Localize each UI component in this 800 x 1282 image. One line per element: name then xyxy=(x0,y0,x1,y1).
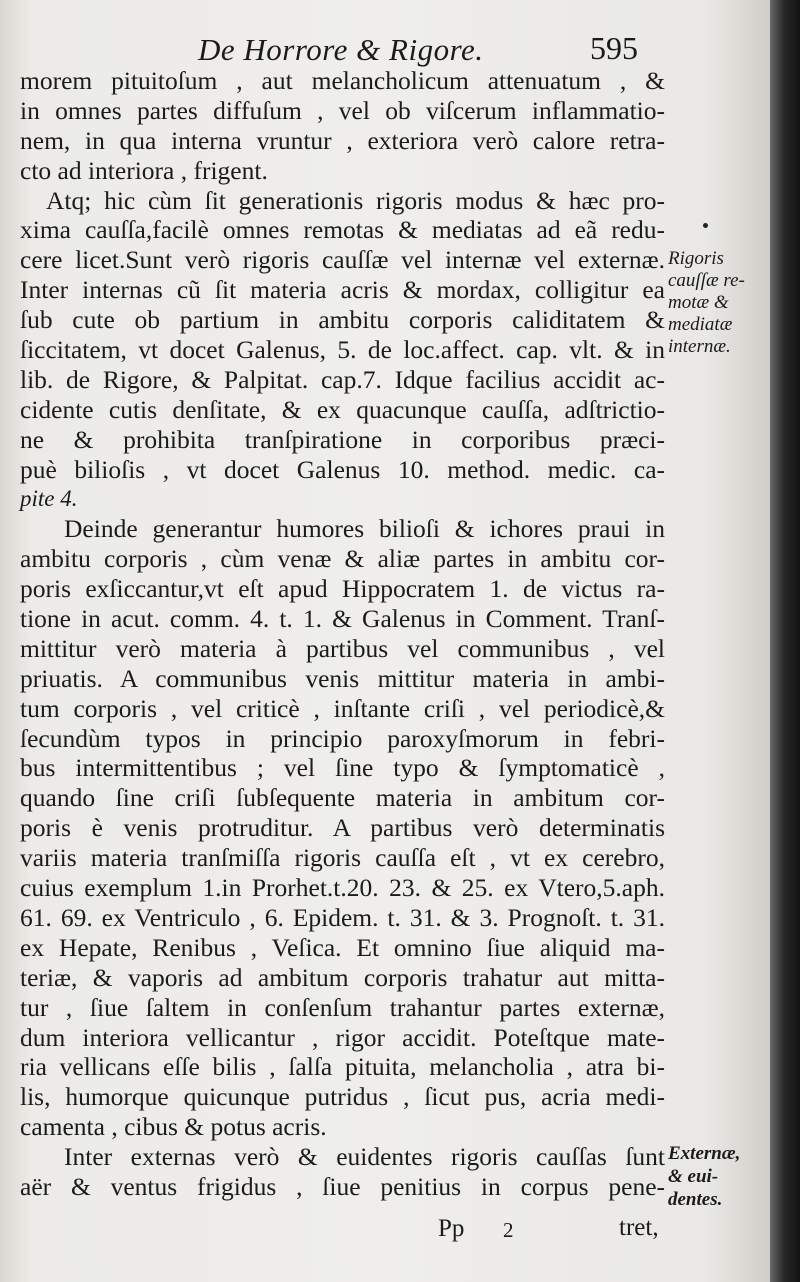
text-line: xima cauſſa,facilè omnes remotas & mediatas ad eã redu- xyxy=(20,215,665,245)
text-line: lib. de Rigore, & Palpitat. cap.7. Idque facilius accidit ac- xyxy=(20,364,665,394)
text-line: 61. 69. ex Ventriculo , 6. Epidem. t. 31. & 3. Prognoſt. t. 31. xyxy=(20,902,665,932)
page-number: 595 xyxy=(590,30,638,66)
text-line: teriæ, & vaporis ad ambitum corporis trahatur aut mitta- xyxy=(20,962,665,992)
text-line: tione in acut. comm. 4. t. 1. & Galenus in Comment. Tranſ- xyxy=(20,604,665,634)
body-text xyxy=(20,66,665,1202)
catchword: tret, xyxy=(619,1214,659,1241)
marginal-note-line: motæ & xyxy=(668,292,729,313)
marginal-note-line: internæ. xyxy=(668,336,731,357)
text-line: aër & ventus frigidus , ſiue penitius in corpus pene- xyxy=(20,1171,665,1201)
text-line: ria vellicans eſſe bilis , ſalſa pituita, melancholia , atra bi- xyxy=(20,1052,665,1082)
marginal-note-line: Externæ, xyxy=(668,1143,741,1164)
text-line: poris exſiccantur,vt eſt apud Hippocratem 1. de victus ra- xyxy=(20,574,665,604)
text-line: tum corporis , vel criticè , inſtante criſi , vel periodicè,& xyxy=(20,693,665,723)
ink-dot xyxy=(703,223,708,228)
signature-number: 2 xyxy=(503,1218,514,1242)
text-line: puè bilioſis , vt docet Galenus 10. method. medic. ca- xyxy=(20,454,665,484)
signature-mark: Pp xyxy=(438,1215,465,1242)
text-line: Atq; hic cùm ſit generationis rigoris modus & hæc pro- xyxy=(46,185,665,215)
text-line: dum interiora vellicantur , rigor accidit. Poteſtque mate- xyxy=(20,1022,665,1052)
text-line: Deinde generantur humores bilioſi & ichores praui in xyxy=(64,514,665,544)
text-line: mittitur verò materia à partibus vel communibus , vel xyxy=(20,633,665,663)
marginal-note-line: dentes. xyxy=(668,1189,723,1210)
text-line: priuatis. A communibus venis mittitur materia in ambi- xyxy=(20,663,665,693)
marginal-note-line: Rigoris xyxy=(668,248,724,269)
text-line: lis, humorque quicunque putridus , ſicut pus, acria medi- xyxy=(20,1082,665,1112)
text-line: ſiccitatem, vt docet Galenus, 5. de loc.affect. cap. vlt. & in xyxy=(20,335,665,365)
text-line: quando ſine criſi ſubſequente materia in ambitum cor- xyxy=(20,783,665,813)
text-line: variis materia tranſmiſſa rigoris cauſſa eſt , vt ex cerebro, xyxy=(20,843,665,873)
text-line: ex Hepate, Renibus , Veſica. Et omnino ſiue aliquid ma- xyxy=(20,932,665,962)
book-spine xyxy=(770,0,800,1282)
marginal-note-line: & eui- xyxy=(668,1166,719,1187)
text-line: Inter internas cũ ſit materia acris & mordax, colligitur ea xyxy=(20,275,665,305)
text-line: in omnes partes diffuſum , vel ob viſcerum inflammatio- xyxy=(20,95,665,125)
text-line: ſecundùm typos in principio paroxyſmorum in febri- xyxy=(20,723,665,753)
text-line: poris è venis protruditur. A partibus verò determinatis xyxy=(20,813,665,843)
text-line: tur , ſiue ſaltem in conſenſum trahantur partes externæ, xyxy=(20,992,665,1022)
marginal-note-line: cauſſæ re- xyxy=(668,270,745,291)
text-line: nem, in qua interna vruntur , exteriora verò calore retra- xyxy=(20,125,665,155)
text-line: ſub cute ob partium in ambitu corporis caliditatem & xyxy=(20,305,665,335)
text-line: cidente cutis denſitate, & ex quacunque cauſſa, adſtrictio- xyxy=(20,394,665,424)
text-line: pite 4. xyxy=(20,486,78,512)
text-line: ambitu corporis , cùm venæ & aliæ partes in ambitu cor- xyxy=(20,544,665,574)
marginal-note-line: mediatæ xyxy=(668,314,733,335)
running-head: De Horrore & Rigore. xyxy=(198,32,484,67)
text-line: camenta , cibus & potus acris. xyxy=(20,1112,327,1142)
text-line: bus intermittentibus ; vel ſine typo & ſymptomaticè , xyxy=(20,753,665,783)
text-line: cuius exemplum 1.in Prorhet.t.20. 23. & 25. ex Vtero,5.aph. xyxy=(20,873,665,903)
text-line: ne & prohibita tranſpiratione in corporibus præci- xyxy=(20,424,665,454)
marginal-note-rigoris xyxy=(668,248,766,358)
text-line: morem pituitoſum , aut melancholicum attenuatum , & xyxy=(20,66,665,95)
text-line: cere licet.Sunt verò rigoris cauſſæ vel internæ vel externæ. xyxy=(20,245,665,275)
text-line: cto ad interiora , frigent. xyxy=(20,155,268,185)
text-line: Inter externas verò & euidentes rigoris cauſſas ſunt xyxy=(64,1142,665,1172)
page-header xyxy=(0,28,670,68)
marginal-note-externae xyxy=(668,1142,766,1211)
